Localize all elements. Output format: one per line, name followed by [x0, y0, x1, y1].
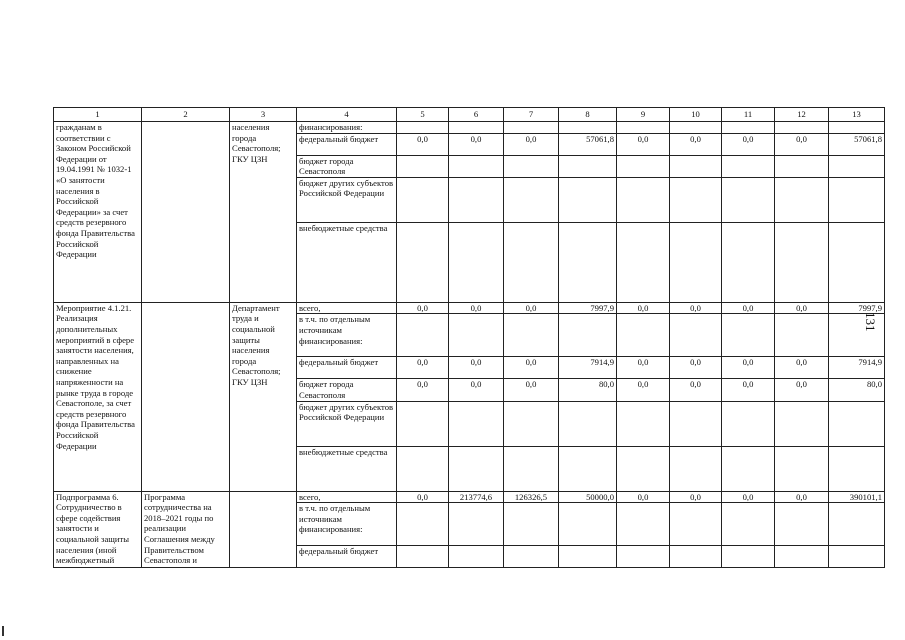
amount-cell — [449, 503, 504, 546]
amount-cell — [722, 155, 775, 177]
amount-cell: 0,0 — [504, 133, 559, 155]
amount-cell — [559, 314, 617, 357]
amount-cell — [670, 222, 722, 302]
amount-cell: 0,0 — [775, 379, 829, 401]
program-cell — [142, 122, 230, 303]
amount-cell: 0,0 — [397, 491, 449, 503]
funding-source-cell: федеральный бюджет — [297, 133, 397, 155]
amount-cell: 0,0 — [617, 491, 670, 503]
amount-cell — [722, 314, 775, 357]
amount-cell — [670, 503, 722, 546]
amount-cell: 0,0 — [397, 357, 449, 379]
amount-cell — [559, 446, 617, 491]
table-body — [54, 122, 885, 568]
amount-cell: 0,0 — [722, 302, 775, 314]
amount-cell: 0,0 — [449, 133, 504, 155]
amount-cell: 80,0 — [559, 379, 617, 401]
amount-cell — [829, 222, 885, 302]
amount-cell — [829, 155, 885, 177]
amount-cell — [670, 401, 722, 446]
amount-cell — [670, 446, 722, 491]
amount-cell — [722, 401, 775, 446]
amount-cell — [829, 446, 885, 491]
amount-cell — [670, 546, 722, 568]
measure-name-cell: Подпрограмма 6. Сотрудничество в сфере содействия занятости и социальной защиты населения (иной межбюджетный — [54, 491, 142, 568]
amount-cell — [775, 503, 829, 546]
amount-cell — [829, 503, 885, 546]
funding-source-cell: бюджет города Севастополя — [297, 155, 397, 177]
amount-cell — [722, 122, 775, 134]
header-cell: 8 — [559, 108, 617, 122]
amount-cell — [559, 503, 617, 546]
amount-cell: 57061,8 — [829, 133, 885, 155]
executor-cell — [230, 491, 297, 568]
amount-cell — [504, 314, 559, 357]
page-number: 131 — [863, 312, 878, 332]
amount-cell — [449, 314, 504, 357]
amount-cell — [775, 546, 829, 568]
amount-cell: 57061,8 — [559, 133, 617, 155]
amount-cell — [670, 122, 722, 134]
amount-cell: 0,0 — [722, 379, 775, 401]
amount-cell — [449, 546, 504, 568]
amount-cell: 0,0 — [449, 302, 504, 314]
amount-cell — [504, 222, 559, 302]
amount-cell: 0,0 — [617, 302, 670, 314]
amount-cell: 0,0 — [617, 133, 670, 155]
amount-cell: 0,0 — [722, 491, 775, 503]
amount-cell: 0,0 — [775, 357, 829, 379]
amount-cell — [559, 122, 617, 134]
amount-cell: 0,0 — [397, 133, 449, 155]
funding-source-cell: бюджет других субъектов Российской Федерации — [297, 177, 397, 222]
amount-cell — [559, 155, 617, 177]
funding-source-cell: федеральный бюджет — [297, 357, 397, 379]
amount-cell — [617, 122, 670, 134]
header-cell: 3 — [230, 108, 297, 122]
amount-cell — [397, 155, 449, 177]
amount-cell: 0,0 — [722, 357, 775, 379]
amount-cell — [670, 314, 722, 357]
header-cell: 9 — [617, 108, 670, 122]
amount-cell — [617, 546, 670, 568]
header-cell: 11 — [722, 108, 775, 122]
amount-cell — [449, 177, 504, 222]
amount-cell: 0,0 — [775, 302, 829, 314]
amount-cell — [829, 546, 885, 568]
executor-cell: населения города Севастополя; ГКУ ЦЗН — [230, 122, 297, 303]
header-cell: 4 — [297, 108, 397, 122]
amount-cell — [449, 401, 504, 446]
amount-cell: 0,0 — [504, 302, 559, 314]
amount-cell — [559, 401, 617, 446]
amount-cell — [449, 222, 504, 302]
amount-cell — [559, 222, 617, 302]
header-cell: 6 — [449, 108, 504, 122]
amount-cell: 7914,9 — [829, 357, 885, 379]
measure-name-cell: Мероприятие 4.1.21. Реализация дополнительных мероприятий в сфере занятости населения, направленных на снижение напряженности на рынке труда в городе Севастополе, за счет средств резервного фонда Правительства Российской Федерации — [54, 302, 142, 491]
amount-cell: 126326,5 — [504, 491, 559, 503]
amount-cell: 0,0 — [775, 491, 829, 503]
amount-cell: 0,0 — [775, 133, 829, 155]
amount-cell — [722, 503, 775, 546]
amount-cell — [504, 155, 559, 177]
amount-cell: 0,0 — [504, 357, 559, 379]
amount-cell — [670, 177, 722, 222]
amount-cell — [775, 122, 829, 134]
amount-cell: 0,0 — [449, 379, 504, 401]
amount-cell: 7997,9 — [829, 302, 885, 314]
amount-cell: 0,0 — [449, 357, 504, 379]
header-cell: 7 — [504, 108, 559, 122]
header-cell: 2 — [142, 108, 230, 122]
amount-cell — [670, 155, 722, 177]
amount-cell: 0,0 — [670, 302, 722, 314]
funding-source-cell: в т.ч. по отдельным источникам финансирования: — [297, 314, 397, 357]
amount-cell — [722, 446, 775, 491]
amount-cell — [559, 177, 617, 222]
amount-cell — [397, 222, 449, 302]
amount-cell — [775, 314, 829, 357]
funding-source-cell: федеральный бюджет — [297, 546, 397, 568]
amount-cell — [829, 122, 885, 134]
amount-cell — [449, 122, 504, 134]
amount-cell: 0,0 — [397, 302, 449, 314]
amount-cell: 0,0 — [617, 379, 670, 401]
amount-cell — [504, 401, 559, 446]
amount-cell: 0,0 — [670, 491, 722, 503]
amount-cell: 0,0 — [670, 379, 722, 401]
amount-cell — [397, 546, 449, 568]
funding-source-cell: в т.ч. по отдельным источникам финансирования: — [297, 503, 397, 546]
amount-cell — [617, 222, 670, 302]
funding-source-cell: внебюджетные средства — [297, 446, 397, 491]
funding-source-cell: бюджет города Севастополя — [297, 379, 397, 401]
amount-cell — [722, 177, 775, 222]
amount-cell: 80,0 — [829, 379, 885, 401]
amount-cell: 50000,0 — [559, 491, 617, 503]
amount-cell — [617, 446, 670, 491]
header-cell: 10 — [670, 108, 722, 122]
amount-cell — [617, 155, 670, 177]
amount-cell: 0,0 — [722, 133, 775, 155]
header-row — [54, 108, 885, 122]
amount-cell — [397, 446, 449, 491]
funding-source-cell: внебюджетные средства — [297, 222, 397, 302]
amount-cell — [397, 401, 449, 446]
header-cell: 1 — [54, 108, 142, 122]
amount-cell — [775, 401, 829, 446]
amount-cell: 0,0 — [670, 133, 722, 155]
amount-cell: 7997,9 — [559, 302, 617, 314]
amount-cell — [504, 546, 559, 568]
amount-cell — [504, 122, 559, 134]
amount-cell — [775, 446, 829, 491]
amount-cell — [504, 446, 559, 491]
amount-cell — [504, 503, 559, 546]
amount-cell — [775, 155, 829, 177]
amount-cell: 0,0 — [504, 379, 559, 401]
amount-cell: 0,0 — [670, 357, 722, 379]
amount-cell — [829, 401, 885, 446]
amount-cell — [775, 222, 829, 302]
scan-edge-mark — [2, 626, 4, 636]
amount-cell — [722, 222, 775, 302]
amount-cell: 7914,9 — [559, 357, 617, 379]
amount-cell: 0,0 — [617, 357, 670, 379]
funding-source-cell: всего, — [297, 491, 397, 503]
amount-cell — [829, 177, 885, 222]
amount-cell — [449, 155, 504, 177]
program-cell — [142, 302, 230, 491]
amount-cell: 213774,6 — [449, 491, 504, 503]
amount-cell — [559, 546, 617, 568]
funding-source-cell: всего, — [297, 302, 397, 314]
amount-cell: 390101,1 — [829, 491, 885, 503]
program-cell: Программа сотрудничества на 2018–2021 годы по реализации Соглашения между Правительством Севастополя и — [142, 491, 230, 568]
header-cell: 5 — [397, 108, 449, 122]
amount-cell — [617, 177, 670, 222]
amount-cell — [397, 314, 449, 357]
amount-cell — [617, 401, 670, 446]
amount-cell — [397, 177, 449, 222]
executor-cell: Департамент труда и социальной защиты населения города Севастополя; ГКУ ЦЗН — [230, 302, 297, 491]
funding-source-cell: бюджет других субъектов Российской Федерации — [297, 401, 397, 446]
table-row — [54, 302, 885, 314]
amount-cell — [775, 177, 829, 222]
amount-cell — [504, 177, 559, 222]
header-cell: 12 — [775, 108, 829, 122]
budget-table — [53, 107, 885, 568]
amount-cell — [397, 122, 449, 134]
amount-cell — [449, 446, 504, 491]
header-cell: 13 — [829, 108, 885, 122]
amount-cell — [722, 546, 775, 568]
funding-source-cell: финансирования: — [297, 122, 397, 134]
amount-cell — [617, 503, 670, 546]
amount-cell — [397, 503, 449, 546]
measure-name-cell: гражданам в соответствии с Законом Российской Федерации от 19.04.1991 № 1032-1 «О занятости населения в Российской Федерации» за счет средств резервного фонда Правительства Российской Федерации — [54, 122, 142, 303]
amount-cell: 0,0 — [397, 379, 449, 401]
amount-cell — [617, 314, 670, 357]
table-row — [54, 491, 885, 503]
table-row — [54, 122, 885, 134]
